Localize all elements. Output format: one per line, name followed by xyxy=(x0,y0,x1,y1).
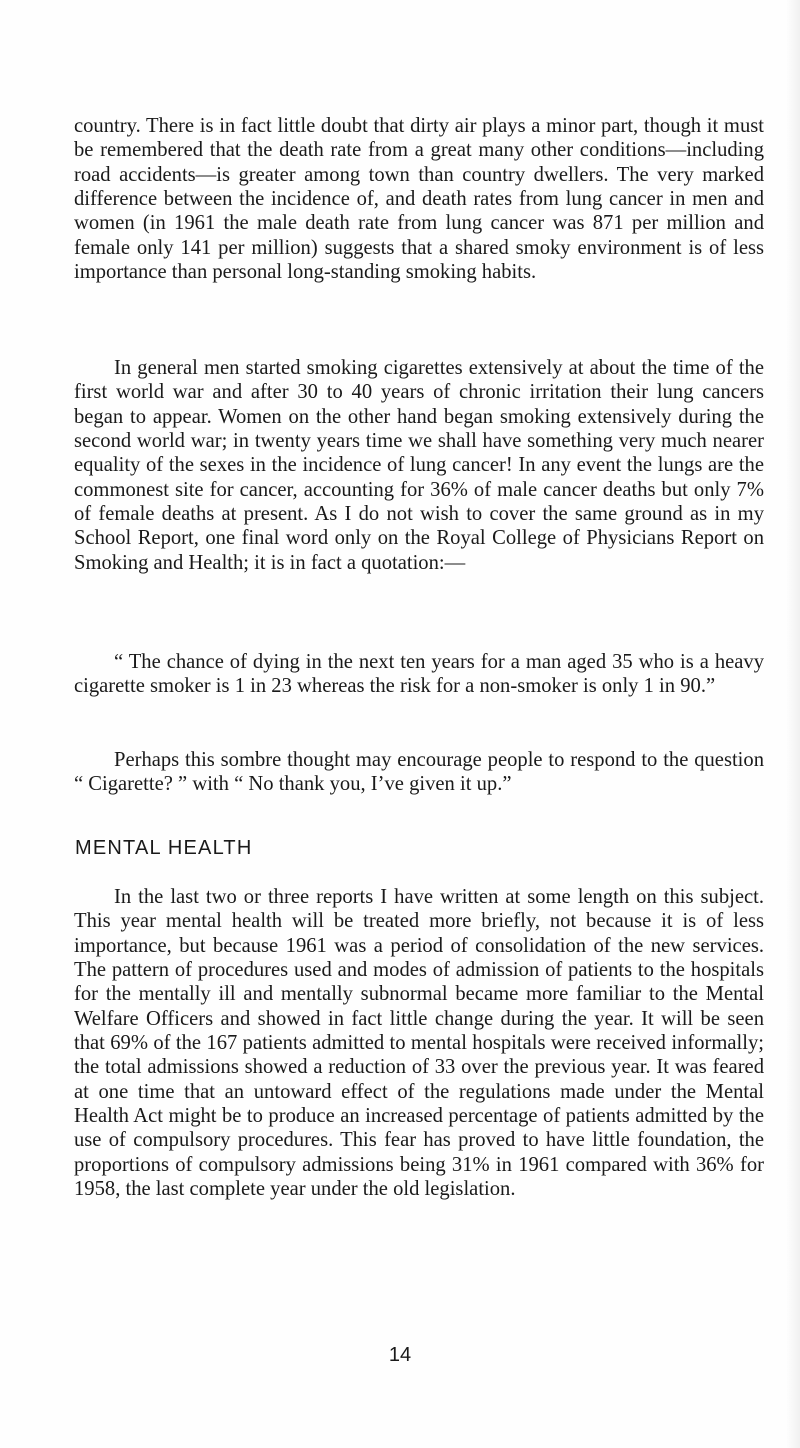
quotation-block xyxy=(74,650,764,699)
paragraph-air-pollution xyxy=(74,114,764,284)
paragraph-text: Perhaps this sombre thought may encourage people to respond to the question “ Cigarette? ” with “ No thank you, I’ve given it up.” xyxy=(74,749,764,796)
section-heading: MENTAL HEALTH xyxy=(75,837,253,859)
page-number: 14 xyxy=(388,1344,412,1366)
page-edge-shadow xyxy=(786,0,800,1448)
paragraph-mental-health xyxy=(74,885,764,1201)
paragraph-smoking-history xyxy=(74,356,764,575)
paragraph-text: In general men started smoking cigarettes extensively at about the time of the first world war and after 30 to 40 years of chronic irritation their lung cancers began to appear. Women on the other hand began smoking extensively during the second world war; in twenty years time we shall have something very much nearer equality of the sexes in the incidence of lung cancer! In any event the lungs are the commonest site for cancer, accounting for 36% of male cancer deaths but only 7% of female deaths at present. As I do not wish to cover the same ground as in my School Report, one final word only on the Royal College of Physicians Report on Smoking and Health; it is in fact a quotation:— xyxy=(74,357,764,574)
quotation-text: “ The chance of dying in the next ten years for a man aged 35 who is a heavy cigarette smoker is 1 in 23 whereas the risk for a non-smoker is only 1 in 90.” xyxy=(74,651,764,698)
paragraph-closing-remark xyxy=(74,748,764,797)
paragraph-text: country. There is in fact little doubt that dirty air plays a minor part, though it must be remembered that the death rate from a great many other conditions—including road accidents—is greater among town than country dwellers. The very marked difference between the incidence of, and death rates from lung cancer in men and women (in 1961 the male death rate from lung cancer was 871 per million and female only 141 per million) suggests that a shared smoky environment is of less importance than personal long-standing smoking habits. xyxy=(74,115,764,284)
paragraph-text: In the last two or three reports I have written at some length on this subject. This year mental health will be treated more briefly, not because it is of less importance, but because 1961 was a period of consolidation of the new services. The pattern of procedures used and modes of admission of patients to the hospitals for the mentally ill and mentally subnormal became more familiar to the Mental Welfare Officers and showed in fact little change during the year. It will be seen that 69% of the 167 patients admitted to mental hospitals were received informally; the total admissions showed a reduction of 33 over the previous year. It was feared at one time that an untoward effect of the regulations made under the Mental Health Act might be to produce an increased percentage of patients admitted by the use of compulsory procedures. This fear has proved to have little foundation, the proportions of compulsory admissions being 31% in 1961 compared with 36% for 1958, the last complete year under the old legislation. xyxy=(74,886,764,1201)
